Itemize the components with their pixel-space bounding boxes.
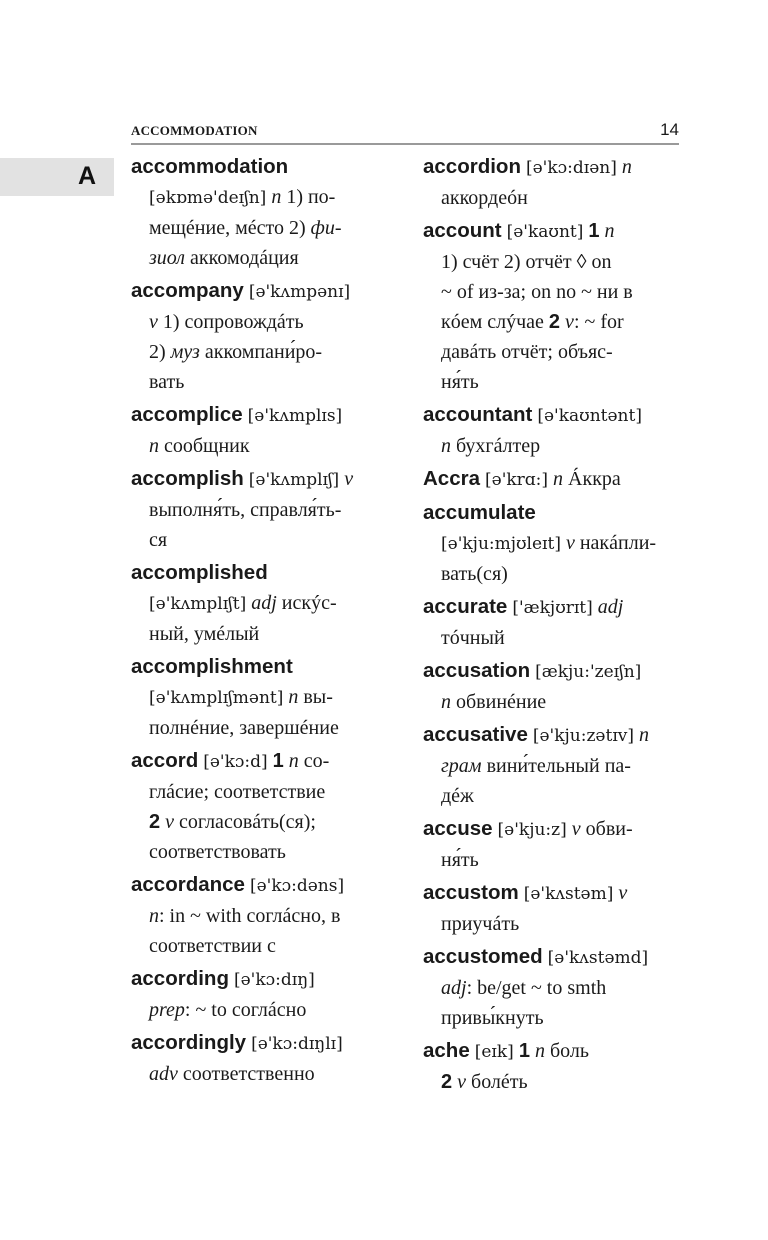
definition-text: бухгáлтер xyxy=(451,435,541,457)
transcription: ['ækjʊrɪt] xyxy=(512,598,593,618)
sense-number: 2 xyxy=(149,811,161,833)
entry-text xyxy=(423,498,685,589)
headword: accumulate xyxy=(423,501,536,524)
definition-text: : ~ to соглáсно xyxy=(184,999,307,1021)
headword: accustom xyxy=(423,881,519,904)
definition-text: накáпли- xyxy=(574,532,657,554)
definition-text: ~ of из-за; on no ~ ни в xyxy=(441,281,633,303)
headword: accordance xyxy=(131,873,245,896)
part-of-speech: n xyxy=(621,156,632,178)
dictionary-entry xyxy=(423,400,685,461)
entry-text xyxy=(131,152,399,273)
definition-text: давáть отчёт; объяс- xyxy=(441,341,613,363)
transcription: [ə'kʌstəmd] xyxy=(547,948,649,968)
entry-text xyxy=(423,400,685,461)
entry-text xyxy=(423,720,685,811)
definition-text: обви- xyxy=(580,818,633,840)
part-of-speech: n xyxy=(639,724,649,746)
part-of-speech: v xyxy=(165,811,175,833)
entry-text xyxy=(423,942,685,1033)
dictionary-entry xyxy=(131,746,399,867)
transcription: [ə'kju:zətɪv] xyxy=(532,726,634,746)
definition-text: дéж xyxy=(441,785,474,807)
dictionary-entry xyxy=(423,216,685,397)
dictionary-entry xyxy=(131,464,399,555)
headword: accurate xyxy=(423,595,508,618)
definition-text: аккомпани́ро- xyxy=(199,341,323,363)
definition-text: соответствовать xyxy=(149,841,286,863)
part-of-speech: adj xyxy=(597,596,624,618)
thumb-index-tab xyxy=(0,158,114,196)
definition-text: приучáть xyxy=(441,913,520,935)
usage-label: фи- xyxy=(310,217,342,239)
headword: according xyxy=(131,967,229,990)
transcription: [ə'kɔ:d] xyxy=(203,752,268,772)
definition-text: Áккра xyxy=(563,468,621,490)
usage-label: муз xyxy=(170,341,200,363)
part-of-speech: n xyxy=(534,1040,545,1062)
definition-text: соответственно xyxy=(177,1063,315,1085)
dictionary-entry xyxy=(131,400,399,461)
transcription: [eɪk] xyxy=(474,1042,514,1062)
headword: accusation xyxy=(423,659,531,682)
sense-number: 1 xyxy=(588,220,600,242)
transcription: [ə'kʌmplɪʃt] xyxy=(149,594,247,614)
part-of-speech: n xyxy=(149,905,159,927)
entry-text xyxy=(131,1028,399,1089)
part-of-speech: n xyxy=(288,750,299,772)
part-of-speech: v xyxy=(565,532,575,554)
definition-text: вать(ся) xyxy=(441,563,508,585)
left-column xyxy=(131,152,399,1092)
part-of-speech: adj xyxy=(441,977,467,999)
definition-text: вы- xyxy=(298,686,333,708)
sense-number: 1 xyxy=(518,1040,530,1062)
definition-text: вать xyxy=(149,371,185,393)
definition-text: обвинéние xyxy=(451,691,547,713)
definition-text: болéть xyxy=(466,1071,528,1093)
transcription: [ə'kɔ:dɪŋlɪ] xyxy=(251,1034,343,1054)
running-header xyxy=(131,120,679,142)
dictionary-entry xyxy=(131,276,399,397)
transcription: [ə'kʌmpənɪ] xyxy=(248,282,351,302)
transcription: [əkɒmə'deɪʃn] xyxy=(149,188,267,208)
definition-text: выполня́ть, справля́ть- xyxy=(149,499,342,521)
part-of-speech: n xyxy=(149,435,159,457)
transcription: [ə'kʌmplɪʃmənt] xyxy=(149,688,284,708)
entry-text xyxy=(131,276,399,397)
definition-text: кóем слýчае xyxy=(441,311,549,333)
dictionary-entry xyxy=(131,558,399,649)
usage-label: зиол xyxy=(149,247,186,269)
headword: Accra xyxy=(423,467,480,490)
headword: accordion xyxy=(423,155,521,178)
headword: accommodation xyxy=(131,155,289,178)
transcription: [ə'kɔ:dɪŋ] xyxy=(233,970,315,990)
dictionary-entry xyxy=(423,656,685,717)
dictionary-entry xyxy=(131,1028,399,1089)
usage-label: грам xyxy=(441,755,482,777)
definition-text: ный, умéлый xyxy=(149,623,260,645)
part-of-speech: n xyxy=(441,691,451,713)
part-of-speech: n xyxy=(441,435,451,457)
entry-text xyxy=(423,216,685,397)
dictionary-entry xyxy=(131,652,399,743)
headword: ache xyxy=(423,1039,470,1062)
dictionary-entry xyxy=(423,592,685,653)
transcription: [ə'kʌmplɪs] xyxy=(247,406,343,426)
definition-text: полнéние, завершéние xyxy=(149,717,339,739)
entry-text xyxy=(423,152,685,213)
headword: accomplished xyxy=(131,561,268,584)
sense-number: 2 xyxy=(548,311,561,333)
part-of-speech: v xyxy=(457,1071,467,1093)
entry-text xyxy=(423,656,685,717)
right-column xyxy=(423,152,685,1100)
headword: accusative xyxy=(423,723,528,746)
part-of-speech: v xyxy=(149,311,158,333)
transcription: [ə'kaʊnt] xyxy=(506,222,584,242)
definition-text: аккордеóн xyxy=(441,187,528,209)
page-number: 14 xyxy=(660,120,679,139)
headword: accomplishment xyxy=(131,655,293,678)
definition-text: соответствии с xyxy=(149,935,276,957)
entry-text xyxy=(423,592,685,653)
dictionary-entry xyxy=(423,942,685,1033)
header-rule xyxy=(131,143,679,145)
part-of-speech: n xyxy=(553,468,564,490)
definition-text: 1) по- xyxy=(281,186,336,208)
entry-text xyxy=(131,964,399,1025)
transcription: [ə'krɑ:] xyxy=(485,470,549,490)
headword: accountant xyxy=(423,403,533,426)
definition-text: ся xyxy=(149,529,168,551)
headword: accompany xyxy=(131,279,244,302)
definition-text: вини́тельный па- xyxy=(481,755,631,777)
transcription: [ə'kɔ:dəns] xyxy=(249,876,345,896)
entry-text xyxy=(131,652,399,743)
dictionary-entry xyxy=(423,720,685,811)
entry-text xyxy=(131,464,399,555)
entry-text xyxy=(131,746,399,867)
definition-text: привы́кнуть xyxy=(441,1007,544,1029)
entry-text xyxy=(423,814,685,875)
definition-text: аккомодáция xyxy=(185,247,299,269)
definition-text: боль xyxy=(544,1040,589,1062)
definition-text: глáсие; соответствие xyxy=(149,781,326,803)
dictionary-entry xyxy=(423,1036,685,1097)
part-of-speech: n xyxy=(288,686,299,708)
part-of-speech: adj xyxy=(251,592,277,614)
definition-text: сообщник xyxy=(159,435,250,457)
part-of-speech: v xyxy=(571,818,581,840)
header-guide-word: ACCOMMODATION xyxy=(131,123,258,138)
definition-text: со- xyxy=(298,750,330,772)
headword: accuse xyxy=(423,817,493,840)
definition-text: искýс- xyxy=(276,592,337,614)
definition-text: 1) сопровождáть xyxy=(157,311,304,333)
definition-text: : in ~ with соглáсно, в xyxy=(159,905,341,927)
headword: account xyxy=(423,219,502,242)
part-of-speech: n xyxy=(271,186,282,208)
entry-text xyxy=(131,400,399,461)
transcription: [ækju:'zeɪʃn] xyxy=(535,662,642,682)
entry-text xyxy=(131,870,399,961)
definition-text: ня́ть xyxy=(441,371,479,393)
entry-text xyxy=(423,464,685,495)
part-of-speech: n xyxy=(604,220,615,242)
part-of-speech: adv xyxy=(149,1063,178,1085)
sense-number: 1 xyxy=(272,750,284,772)
transcription: [ə'kju:mjʊleɪt] xyxy=(441,534,561,554)
headword: accord xyxy=(131,749,199,772)
part-of-speech: v xyxy=(618,882,628,904)
headword: accordingly xyxy=(131,1031,247,1054)
thumb-index-letter: A xyxy=(77,162,96,190)
entry-text xyxy=(131,558,399,649)
transcription: [ə'kɔ:dɪən] xyxy=(525,158,617,178)
headword: accustomed xyxy=(423,945,543,968)
headword: accomplish xyxy=(131,467,244,490)
definition-text: 2) xyxy=(149,341,171,363)
dictionary-entry xyxy=(131,870,399,961)
transcription: [ə'kaʊntənt] xyxy=(537,406,642,426)
definition-text: : ~ for xyxy=(573,311,624,333)
part-of-speech: v xyxy=(565,311,574,333)
definition-text: 1) счёт 2) отчёт ◊ on xyxy=(441,251,612,273)
transcription: [ə'kʌmplɪʃ] xyxy=(248,470,340,490)
entry-text xyxy=(423,878,685,939)
definition-text: : be/get ~ to smth xyxy=(466,977,607,999)
definition-text: мещéние, мéсто 2) xyxy=(149,217,311,239)
entry-text xyxy=(423,1036,685,1097)
part-of-speech: prep xyxy=(149,999,185,1021)
transcription: [ə'kʌstəm] xyxy=(523,884,614,904)
definition-text: согласовáть(ся); xyxy=(174,811,316,833)
definition-text: ня́ть xyxy=(441,849,479,871)
transcription: [ə'kju:z] xyxy=(497,820,567,840)
definition-text: тóчный xyxy=(441,627,505,649)
headword: accomplice xyxy=(131,403,243,426)
dictionary-entry xyxy=(423,814,685,875)
dictionary-entry xyxy=(423,152,685,213)
dictionary-entry xyxy=(423,878,685,939)
dictionary-entry xyxy=(423,464,685,495)
dictionary-entry xyxy=(423,498,685,589)
part-of-speech: v xyxy=(344,468,354,490)
sense-number: 2 xyxy=(441,1071,453,1093)
dictionary-entry xyxy=(131,152,399,273)
dictionary-entry xyxy=(131,964,399,1025)
